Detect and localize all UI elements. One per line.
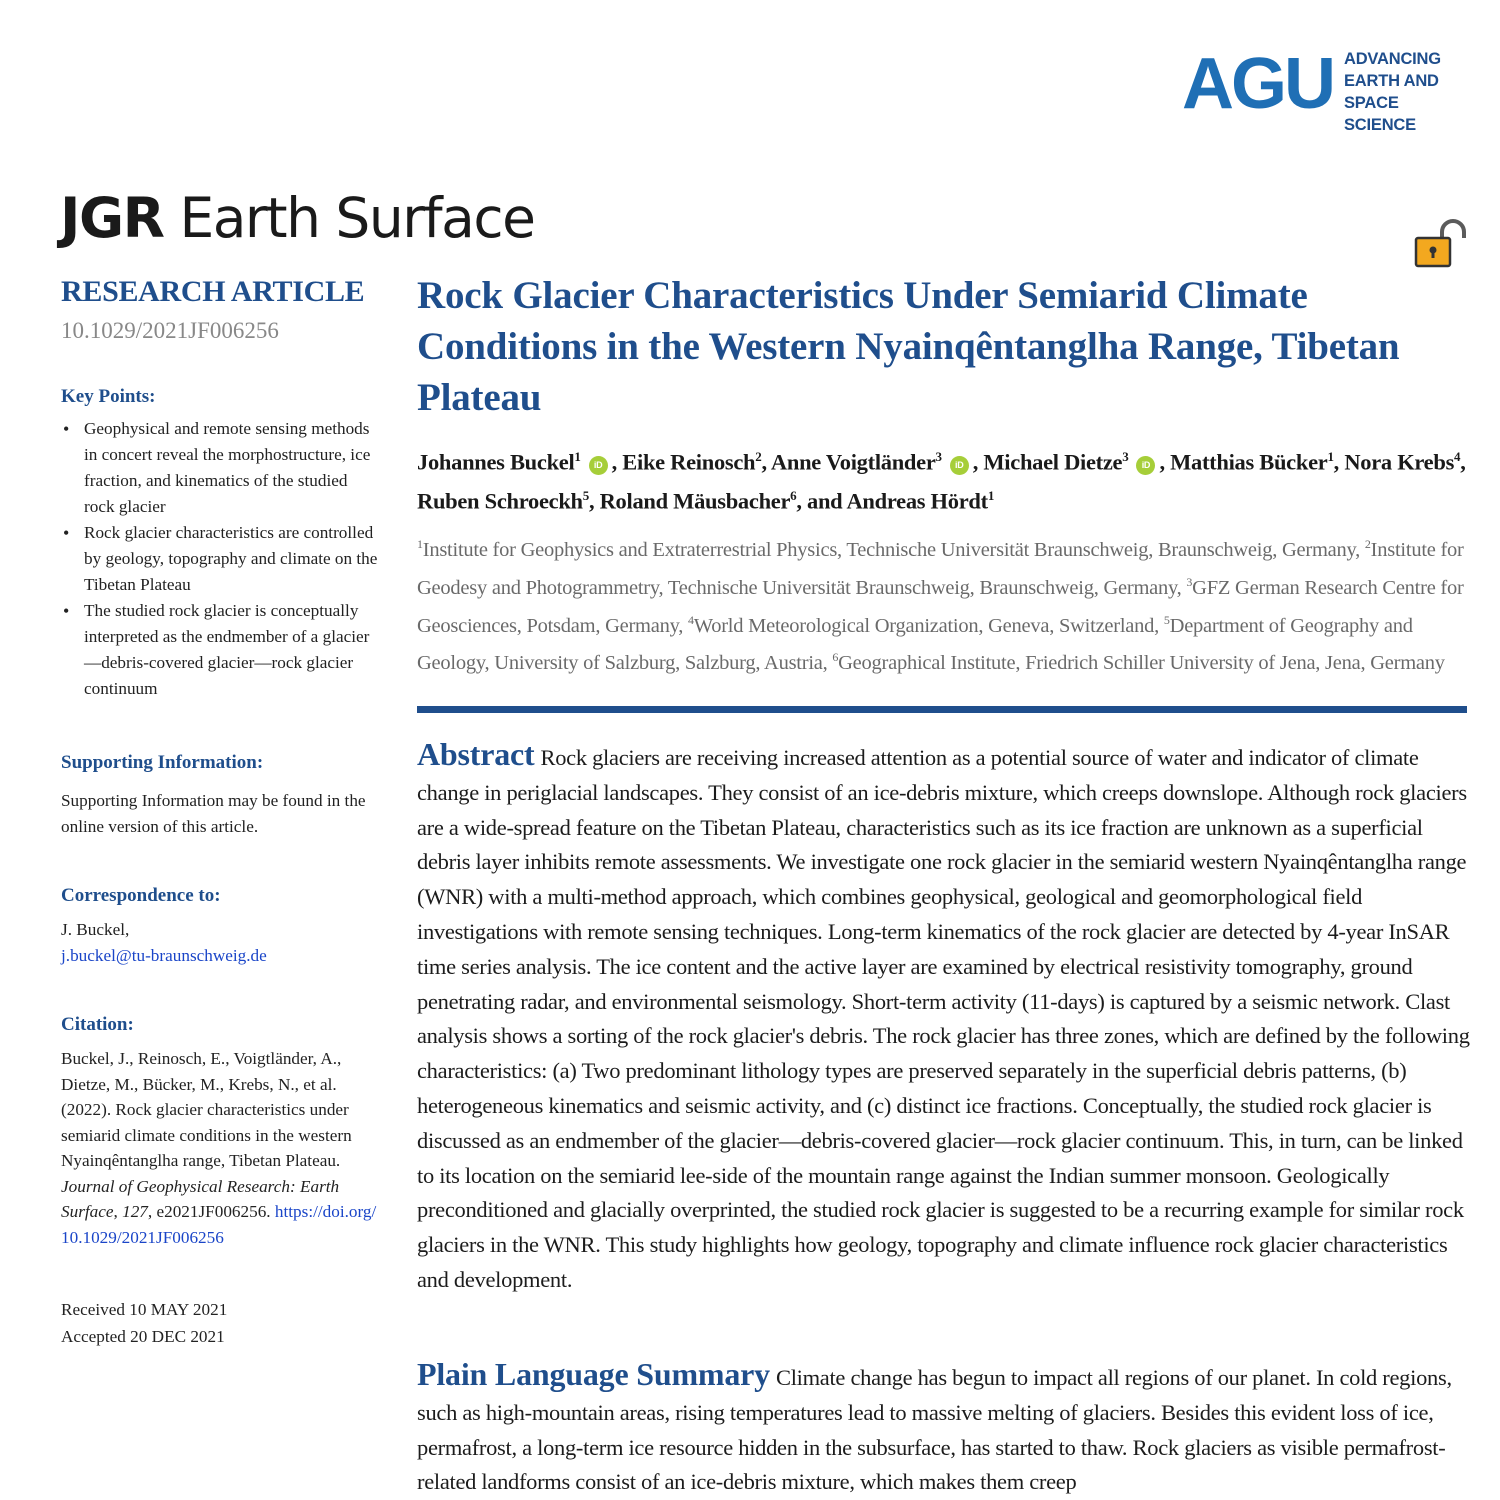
author-affiliation-sup: 3: [1122, 449, 1129, 464]
author-name: Matthias Bücker: [1170, 449, 1328, 475]
citation-section: [61, 1014, 381, 1250]
article-type: RESEARCH ARTICLE: [61, 275, 365, 308]
affiliation-sup: 6: [832, 650, 839, 665]
author-affiliation-sup: 1: [987, 487, 995, 503]
author-name: Anne Voigtländer: [770, 449, 936, 475]
citation-text: Buckel, J., Reinosch, E., Voigtländer, A., Dietze, M., Bücker, M., Krebs, N., et al. (2022). Rock glacier characteristics under semiarid climate conditions in the western Nyainqêntanglha range, Tibetan Plateau. Journal of Geophysical Research: Earth Surface, 127, e2021JF006256. https://doi.org/10.1029/2021JF006256: [61, 1049, 377, 1247]
affiliation-sup: 5: [1163, 612, 1170, 627]
header-divider: [417, 706, 1467, 713]
citation-id: , e2021JF006256.: [147, 1202, 275, 1221]
pls-heading: Plain Language Summary: [417, 1356, 770, 1392]
agu-logo-mark: [1182, 52, 1338, 112]
agu-tagline: [1344, 48, 1472, 136]
author-list: [417, 440, 1477, 517]
key-points-list: [61, 416, 381, 702]
author-name: Nora Krebs: [1344, 449, 1455, 475]
author-affiliation-sup: 1: [1327, 449, 1334, 464]
author-separator: , and: [796, 488, 847, 513]
author-affiliation-sup: 5: [582, 487, 589, 503]
author-name: Michael Dietze: [983, 449, 1123, 475]
author-affiliation-sup: 1: [574, 449, 581, 464]
affiliation-text: Institute for Geodesy and Photogrammetry, Technische Universität Braunschweig, Braunschweig, Germany,: [417, 538, 1464, 599]
orcid-icon[interactable]: iD: [589, 456, 608, 475]
tagline-line-1: ADVANCING: [1344, 50, 1441, 68]
agu-logo: [1182, 48, 1472, 134]
author-name: Andreas Hördt: [846, 488, 988, 513]
citation-doi-link[interactable]: https://doi.org/10.1029/2021JF006256: [61, 1202, 377, 1247]
orcid-icon[interactable]: iD: [950, 456, 969, 475]
citation-heading: Citation:: [61, 1014, 134, 1035]
agu-logo-letters: AGU: [1182, 52, 1333, 112]
plain-language-summary: [417, 1357, 1477, 1500]
sidebar: [61, 275, 381, 1350]
citation-volume: 127: [122, 1202, 148, 1221]
author-name: Roland Mäusbacher: [599, 488, 791, 513]
citation-journal: Journal of Geophysical Research: Earth Surface: [61, 1176, 340, 1221]
key-points-heading: Key Points:: [61, 386, 156, 407]
affiliations: [417, 528, 1477, 679]
supporting-info-section: [61, 752, 381, 839]
author-separator: ,: [1333, 449, 1345, 475]
key-point: • The studied rock glacier is conceptually interpreted as the endmember of a glacier—debris-covered glacier—rock glacier continuum: [61, 598, 381, 702]
pls-text: Climate change has begun to impact all regions of our planet. In cold regions, such as high-mountain areas, rising temperatures lead to massive melting of glaciers. Besides this evident loss of ice, permafrost, a long-term ice resource hidden in the subsurface, has started to thaw. Rock glaciers as visible permafrost-related landforms consist of an ice-debris mixture, which makes them creep: [417, 1365, 1452, 1495]
citation-body: Buckel, J., Reinosch, E., Voigtländer, A., Dietze, M., Bücker, M., Krebs, N., et al. (2022). Rock glacier characteristics under semiarid climate conditions in the western Nyainqêntanglha range, Tibetan Plateau.: [61, 1049, 352, 1170]
tagline-line-2: EARTH AND: [1344, 72, 1439, 90]
author-affiliation-sup: 6: [790, 487, 797, 503]
article-title: Rock Glacier Characteristics Under Semiarid Climate Conditions in the Western Nyainqêntanglha Range, Tibetan Plateau: [417, 274, 1400, 419]
author-affiliation-sup: 2: [755, 449, 762, 464]
abstract-heading: Abstract: [417, 736, 535, 772]
received-date: Received 10 MAY 2021: [61, 1300, 228, 1319]
journal-name-rest: Earth Surface: [179, 186, 535, 250]
affiliation-text: Geographical Institute, Friedrich Schiller University of Jena, Jena, Germany: [838, 652, 1445, 675]
affiliation-text: GFZ German Research Centre for Geosciences, Potsdam, Germany,: [417, 576, 1464, 637]
doi[interactable]: 10.1029/2021JF006256: [61, 318, 279, 343]
author-name: Ruben Schroeckh: [417, 488, 583, 513]
affiliation-text: Institute for Geophysics and Extraterrestrial Physics, Technische Universität Braunschweig, Braunschweig, Germany,: [422, 538, 1365, 561]
key-point: • Rock glacier characteristics are controlled by geology, topography and climate on the Tibetan Plateau: [61, 520, 381, 598]
orcid-icon[interactable]: iD: [1136, 456, 1155, 475]
affiliation-sup: 4: [688, 612, 694, 627]
author-separator: ,: [761, 449, 771, 475]
author-affiliation-sup: 4: [1454, 449, 1461, 464]
supporting-info-text: Supporting Information may be found in the online version of this article.: [61, 791, 366, 836]
correspondence-email-link[interactable]: j.buckel@tu-braunschweig.de: [61, 945, 267, 965]
author-separator: ,: [1159, 449, 1171, 475]
author-name: Eike Reinosch: [622, 449, 756, 475]
correspondence-section: [61, 885, 381, 968]
dates: [61, 1296, 381, 1350]
author-separator: ,: [588, 488, 600, 513]
tagline-line-3: SPACE SCIENCE: [1344, 94, 1416, 134]
abstract-text: Rock glaciers are receiving increased attention as a potential source of water and indicator of climate change in periglacial landscapes. They consist of an ice-debris mixture, which creeps downslope. Although rock glaciers are a wide-spread feature on the Tibetan Plateau, characteristics such as its ice fraction are unknown as a superficial debris layer inhibits remote assessments. We investigate one rock glacier in the semiarid western Nyainqêntanglha range (WNR) with a multi-method approach, which combines geophysical, geological and geomorphological field investigations with remote sensing techniques. Long-term kinematics of the rock glacier are detected by 4-year InSAR time series analysis. The ice content and the active layer are examined by electrical resistivity tomography, ground penetrating radar, and environmental seismology. Short-term activity (11-days) is captured by a seismic network. Clast analysis shows a sorting of the rock glacier's debris. The rock glacier has three zones, which are defined by the following characteristics: (a) Two predominant lithology types are preserved separately in the superficial debris patterns, (b) heterogeneous kinematics and seismic activity, and (c) distinct ice fractions. Conceptually, the studied rock glacier is discussed as an endmember of the glacier—debris-covered glacier—rock glacier continuum. This, in turn, can be linked to its location on the semiarid lee-side of the mountain range against the Indian summer monsoon. Geologically preconditioned and glacially overprinted, the studied rock glacier is suggested to be a recurring example for similar rock glaciers in the WNR. This study highlights how geology, topography and climate influence rock glacier characteristics and development.: [417, 745, 1470, 1292]
affiliation-sup: 1: [417, 537, 423, 551]
author-affiliation-sup: 3: [935, 449, 942, 464]
affiliation-text: World Meteorological Organization, Geneva, Switzerland,: [693, 614, 1164, 637]
author-name: Johannes Buckel: [417, 449, 575, 475]
key-point: • Geophysical and remote sensing methods in concert reveal the morphostructure, ice fraction, and kinematics of the studied rock glacier: [61, 416, 381, 520]
journal-name-bold: JGR: [60, 186, 164, 250]
affiliation-sup: 2: [1364, 537, 1371, 551]
open-lock-icon: [1412, 218, 1468, 270]
author-separator: ,: [1460, 449, 1466, 475]
abstract: [417, 737, 1477, 1298]
correspondence-heading: Correspondence to:: [61, 885, 221, 906]
author-separator: ,: [611, 449, 623, 475]
correspondence-name: J. Buckel,: [61, 920, 130, 939]
author-separator: ,: [972, 449, 984, 475]
supporting-info-heading: Supporting Information:: [61, 752, 264, 773]
journal-name: [60, 186, 534, 250]
accepted-date: Accepted 20 DEC 2021: [61, 1327, 225, 1346]
affiliation-text: Department of Geography and Geology, University of Salzburg, Salzburg, Austria,: [417, 614, 1413, 675]
key-points-section: [61, 386, 381, 702]
affiliation-sup: 3: [1186, 574, 1193, 589]
